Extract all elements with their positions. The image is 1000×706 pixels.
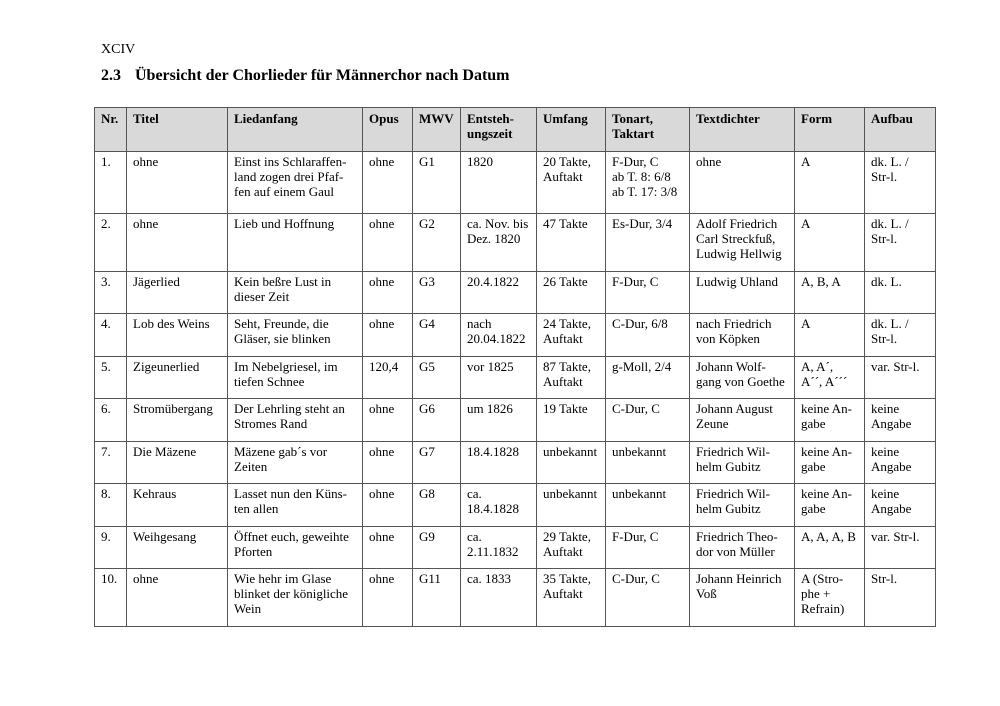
cell-liedanfang: Der Lehrling steht an Stromes Rand	[228, 399, 363, 442]
cell-umfang: 47 Takte	[537, 214, 606, 272]
cell-nr: 4.	[95, 314, 127, 357]
cell-entstehungszeit: 20.4.1822	[461, 272, 537, 314]
cell-opus: ohne	[363, 442, 413, 484]
column-header-tonart: Tonart, Taktart	[606, 108, 690, 152]
cell-aufbau: Str-l.	[865, 569, 936, 627]
cell-form: A, A, A, B	[795, 527, 865, 569]
cell-umfang: unbekannt	[537, 442, 606, 484]
cell-aufbau: dk. L. / Str-l.	[865, 152, 936, 214]
cell-tonart: unbekannt	[606, 484, 690, 527]
column-header-nr: Nr.	[95, 108, 127, 152]
cell-nr: 3.	[95, 272, 127, 314]
cell-tonart: g-Moll, 2/4	[606, 357, 690, 399]
cell-nr: 9.	[95, 527, 127, 569]
table-row	[95, 399, 936, 442]
cell-aufbau: var. Str-l.	[865, 527, 936, 569]
column-header-mwv: MWV	[413, 108, 461, 152]
cell-liedanfang: Kein beßre Lust in dieser Zeit	[228, 272, 363, 314]
cell-aufbau: keine Angabe	[865, 442, 936, 484]
cell-mwv: G6	[413, 399, 461, 442]
cell-opus: ohne	[363, 214, 413, 272]
cell-aufbau: keine Angabe	[865, 399, 936, 442]
cell-opus: ohne	[363, 484, 413, 527]
cell-entstehungszeit: nach 20.04.1822	[461, 314, 537, 357]
cell-aufbau: keine Angabe	[865, 484, 936, 527]
cell-textdichter: Adolf Friedrich Carl Streckfuß, Ludwig Hellwig	[690, 214, 795, 272]
cell-opus: ohne	[363, 152, 413, 214]
cell-titel: Zigeunerlied	[127, 357, 228, 399]
cell-tonart: C-Dur, C	[606, 569, 690, 627]
cell-umfang: unbekannt	[537, 484, 606, 527]
cell-liedanfang: Einst ins Schlaraffen- land zogen drei Pfaf- fen auf einem Gaul	[228, 152, 363, 214]
cell-umfang: 24 Takte, Auftakt	[537, 314, 606, 357]
cell-titel: Jägerlied	[127, 272, 228, 314]
cell-entstehungszeit: ca. 1833	[461, 569, 537, 627]
cell-textdichter: Friedrich Theo- dor von Müller	[690, 527, 795, 569]
cell-tonart: unbekannt	[606, 442, 690, 484]
section-heading	[101, 67, 510, 85]
cell-aufbau: var. Str-l.	[865, 357, 936, 399]
cell-nr: 10.	[95, 569, 127, 627]
cell-liedanfang: Wie hehr im Glase blinket der königliche Wein	[228, 569, 363, 627]
cell-aufbau: dk. L. / Str-l.	[865, 314, 936, 357]
cell-entstehungszeit: ca. 18.4.1828	[461, 484, 537, 527]
cell-form: A (Stro- phe + Refrain)	[795, 569, 865, 627]
cell-liedanfang: Seht, Freunde, die Gläser, sie blinken	[228, 314, 363, 357]
cell-mwv: G5	[413, 357, 461, 399]
column-header-umfang: Umfang	[537, 108, 606, 152]
cell-textdichter: Friedrich Wil- helm Gubitz	[690, 484, 795, 527]
column-header-form: Form	[795, 108, 865, 152]
cell-titel: Weihgesang	[127, 527, 228, 569]
cell-tonart: C-Dur, 6/8	[606, 314, 690, 357]
cell-tonart: F-Dur, C	[606, 527, 690, 569]
cell-entstehungszeit: 1820	[461, 152, 537, 214]
cell-titel: Lob des Weins	[127, 314, 228, 357]
cell-umfang: 26 Takte	[537, 272, 606, 314]
section-number: 2.3	[101, 67, 121, 84]
cell-liedanfang: Mäzene gab´s vor Zeiten	[228, 442, 363, 484]
cell-umfang: 19 Takte	[537, 399, 606, 442]
cell-entstehungszeit: vor 1825	[461, 357, 537, 399]
cell-titel: ohne	[127, 569, 228, 627]
cell-liedanfang: Lasset nun den Küns- ten allen	[228, 484, 363, 527]
cell-liedanfang: Öffnet euch, geweihte Pforten	[228, 527, 363, 569]
table-row	[95, 357, 936, 399]
cell-umfang: 29 Takte, Auftakt	[537, 527, 606, 569]
cell-aufbau: dk. L.	[865, 272, 936, 314]
cell-form: A, B, A	[795, 272, 865, 314]
cell-form: keine An- gabe	[795, 442, 865, 484]
cell-mwv: G2	[413, 214, 461, 272]
column-header-liedanfang: Liedanfang	[228, 108, 363, 152]
cell-textdichter: Johann Heinrich Voß	[690, 569, 795, 627]
cell-form: A, A´, A´´, A´´´	[795, 357, 865, 399]
cell-textdichter: Johann Wolf- gang von Goethe	[690, 357, 795, 399]
cell-nr: 5.	[95, 357, 127, 399]
cell-entstehungszeit: ca. Nov. bis Dez. 1820	[461, 214, 537, 272]
cell-form: A	[795, 314, 865, 357]
cell-entstehungszeit: 18.4.1828	[461, 442, 537, 484]
table-row	[95, 214, 936, 272]
column-header-aufbau: Aufbau	[865, 108, 936, 152]
cell-nr: 2.	[95, 214, 127, 272]
cell-form: keine An- gabe	[795, 484, 865, 527]
cell-mwv: G11	[413, 569, 461, 627]
table-header-row	[95, 108, 936, 152]
cell-umfang: 35 Takte, Auftakt	[537, 569, 606, 627]
cell-tonart: F-Dur, C	[606, 272, 690, 314]
cell-opus: ohne	[363, 314, 413, 357]
chorlieder-table	[94, 107, 936, 627]
cell-mwv: G8	[413, 484, 461, 527]
cell-mwv: G1	[413, 152, 461, 214]
table-row	[95, 442, 936, 484]
column-header-textdichter: Textdichter	[690, 108, 795, 152]
table-row	[95, 272, 936, 314]
cell-umfang: 20 Takte, Auftakt	[537, 152, 606, 214]
cell-tonart: C-Dur, C	[606, 399, 690, 442]
cell-textdichter: Johann August Zeune	[690, 399, 795, 442]
cell-opus: ohne	[363, 569, 413, 627]
cell-mwv: G9	[413, 527, 461, 569]
section-title: Übersicht der Chorlieder für Männerchor nach Datum	[135, 67, 510, 84]
cell-form: A	[795, 214, 865, 272]
column-header-titel: Titel	[127, 108, 228, 152]
cell-titel: Die Mäzene	[127, 442, 228, 484]
cell-entstehungszeit: ca. 2.11.1832	[461, 527, 537, 569]
column-header-entstehungszeit: Entsteh- ungszeit	[461, 108, 537, 152]
cell-liedanfang: Im Nebelgriesel, im tiefen Schnee	[228, 357, 363, 399]
table-row	[95, 527, 936, 569]
cell-liedanfang: Lieb und Hoffnung	[228, 214, 363, 272]
cell-opus: ohne	[363, 399, 413, 442]
cell-titel: ohne	[127, 214, 228, 272]
table-row	[95, 314, 936, 357]
cell-mwv: G3	[413, 272, 461, 314]
cell-form: keine An- gabe	[795, 399, 865, 442]
cell-tonart: Es-Dur, 3/4	[606, 214, 690, 272]
cell-nr: 6.	[95, 399, 127, 442]
cell-titel: Stromübergang	[127, 399, 228, 442]
table-row	[95, 152, 936, 214]
page-number: XCIV	[101, 42, 136, 57]
cell-form: A	[795, 152, 865, 214]
cell-tonart: F-Dur, C ab T. 8: 6/8 ab T. 17: 3/8	[606, 152, 690, 214]
column-header-opus: Opus	[363, 108, 413, 152]
cell-aufbau: dk. L. / Str-l.	[865, 214, 936, 272]
cell-mwv: G7	[413, 442, 461, 484]
cell-nr: 1.	[95, 152, 127, 214]
cell-titel: ohne	[127, 152, 228, 214]
cell-umfang: 87 Takte, Auftakt	[537, 357, 606, 399]
cell-textdichter: nach Friedrich von Köpken	[690, 314, 795, 357]
table-row	[95, 484, 936, 527]
cell-opus: ohne	[363, 272, 413, 314]
cell-nr: 7.	[95, 442, 127, 484]
cell-titel: Kehraus	[127, 484, 228, 527]
cell-mwv: G4	[413, 314, 461, 357]
cell-textdichter: ohne	[690, 152, 795, 214]
cell-textdichter: Ludwig Uhland	[690, 272, 795, 314]
table-row	[95, 569, 936, 627]
cell-opus: 120,4	[363, 357, 413, 399]
cell-nr: 8.	[95, 484, 127, 527]
cell-textdichter: Friedrich Wil- helm Gubitz	[690, 442, 795, 484]
cell-entstehungszeit: um 1826	[461, 399, 537, 442]
cell-opus: ohne	[363, 527, 413, 569]
